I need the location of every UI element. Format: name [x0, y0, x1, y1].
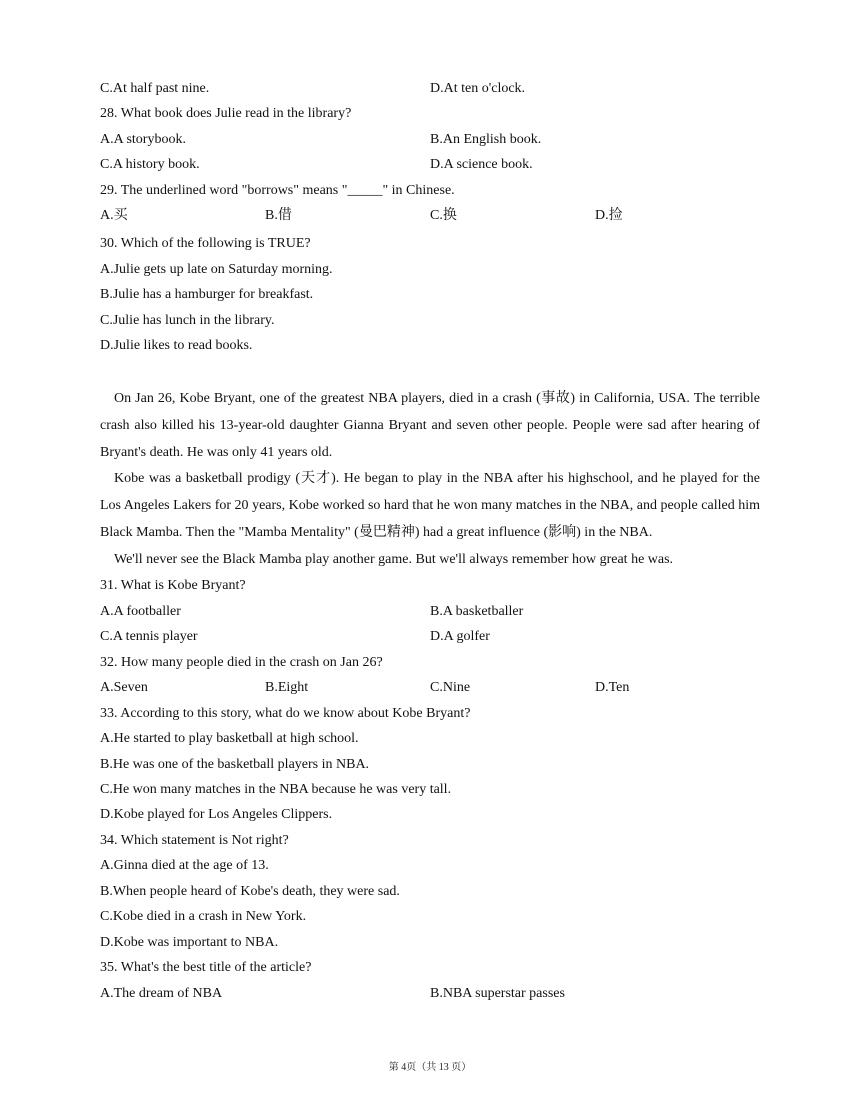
passage-paragraph-3: We'll never see the Black Mamba play another game. But we'll always remember how great he was.	[114, 552, 674, 567]
q29-option-c: C.换	[430, 208, 457, 223]
q27-options-row	[100, 80, 760, 98]
q29-option-d: D.捡	[595, 208, 623, 223]
q30-option-b: B.Julie has a hamburger for breakfast.	[100, 287, 314, 302]
q31-option-d: D.A golfer	[430, 629, 490, 644]
q28-options-row-1	[100, 131, 760, 149]
q34-question: 34. Which statement is Not right?	[100, 833, 289, 848]
q27-option-d: D.At ten o'clock.	[430, 81, 526, 96]
q28-option-a: A.A storybook.	[100, 132, 186, 147]
q32-option-c: C.Nine	[430, 680, 471, 695]
q32-option-a: A.Seven	[100, 680, 148, 695]
q31-option-b: B.A basketballer	[430, 604, 524, 619]
q30-question: 30. Which of the following is TRUE?	[100, 236, 311, 251]
q32-option-b: B.Eight	[265, 680, 309, 695]
q33-option-a: A.He started to play basketball at high school.	[100, 731, 359, 746]
q32-options-row	[100, 679, 760, 697]
q33-question: 33. According to this story, what do we know about Kobe Bryant?	[100, 706, 471, 721]
q29-option-a: A.买	[100, 208, 128, 223]
q30-option-c: C.Julie has lunch in the library.	[100, 313, 275, 328]
q31-options-row-2	[100, 628, 760, 646]
q33-option-c: C.He won many matches in the NBA because he was very tall.	[100, 782, 452, 797]
q34-option-d: D.Kobe was important to NBA.	[100, 935, 279, 950]
q28-option-b: B.An English book.	[430, 132, 542, 147]
q27-option-c: C.At half past nine.	[100, 81, 210, 96]
q28-option-c: C.A history book.	[100, 157, 200, 172]
q35-option-b: B.NBA superstar passes	[430, 986, 565, 1001]
q29-option-b: B.借	[265, 208, 292, 223]
q32-question: 32. How many people died in the crash on Jan 26?	[100, 655, 383, 670]
q31-option-a: A.A footballer	[100, 604, 181, 619]
q28-question: 28. What book does Julie read in the library?	[100, 106, 352, 121]
q31-options-row-1	[100, 603, 760, 621]
q30-option-a: A.Julie gets up late on Saturday morning.	[100, 262, 333, 277]
q33-option-b: B.He was one of the basketball players in NBA.	[100, 757, 370, 772]
q28-option-d: D.A science book.	[430, 157, 533, 172]
q35-option-a: A.The dream of NBA	[100, 986, 223, 1001]
q35-question: 35. What's the best title of the article?	[100, 960, 312, 975]
q35-options-row	[100, 985, 760, 1003]
q29-options-row	[100, 207, 760, 225]
q31-question: 31. What is Kobe Bryant?	[100, 578, 246, 593]
q34-option-b: B.When people heard of Kobe's death, they were sad.	[100, 884, 400, 899]
q28-options-row-2	[100, 156, 760, 174]
passage-paragraph-2: Kobe was a basketball prodigy (天才). He began to play in the NBA after his highschool, and he played for the Los Angeles Lakers for 20 years, Kobe worked so hard that he won many matches in the NBA, and people called him Black Mamba. Then the "Mamba Mentality" (曼巴精神) had a great influence (影响) in the NBA.	[100, 471, 760, 540]
q34-option-c: C.Kobe died in a crash in New York.	[100, 909, 307, 924]
q32-option-d: D.Ten	[595, 680, 630, 695]
page-footer: 第 4页（共 13 页）	[388, 1062, 472, 1073]
q30-option-d: D.Julie likes to read books.	[100, 338, 253, 353]
passage-paragraph-1: On Jan 26, Kobe Bryant, one of the greatest NBA players, died in a crash (事故) in California, USA. The terrible crash also killed his 13-year-old daughter Gianna Bryant and seven other people. People were sad after hearing of Bryant's death. He was only 41 years old.	[100, 391, 760, 460]
q33-option-d: D.Kobe played for Los Angeles Clippers.	[100, 807, 333, 822]
q34-option-a: A.Ginna died at the age of 13.	[100, 858, 269, 873]
q29-question: 29. The underlined word "borrows" means "_____" in Chinese.	[100, 183, 455, 198]
q31-option-c: C.A tennis player	[100, 629, 198, 644]
